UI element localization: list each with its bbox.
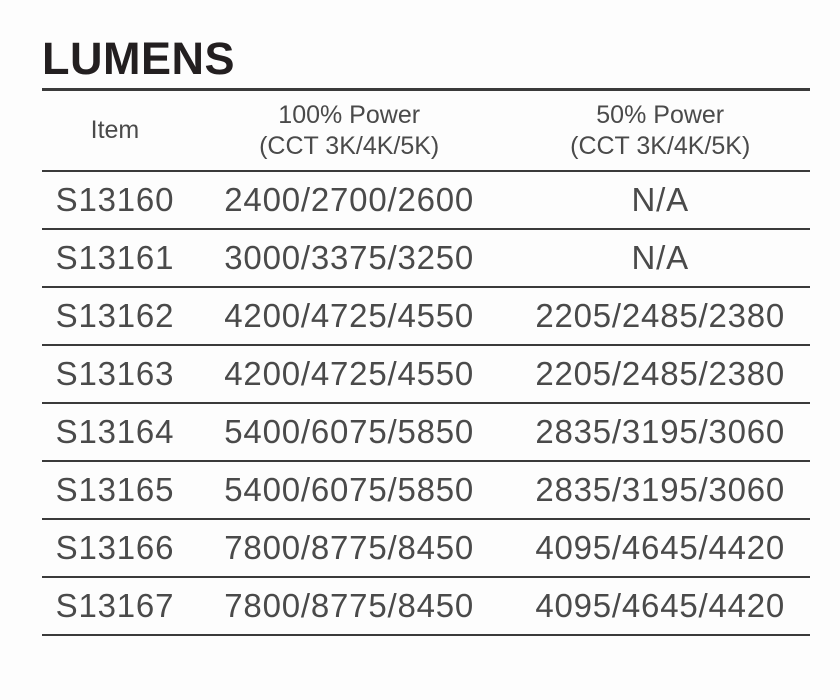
table-row: [42, 578, 810, 636]
column-header-item: [42, 115, 188, 146]
item-cell: S13166: [55, 529, 175, 566]
power-100-cell: 5400/6075/5850: [224, 413, 475, 450]
table-row: [42, 172, 810, 230]
column-header-100-power-line2: (CCT 3K/4K/5K): [259, 131, 440, 160]
item-cell: S13162: [55, 297, 175, 334]
power-100-cell: 2400/2700/2600: [224, 181, 475, 218]
table-row: [42, 404, 810, 462]
power-100-cell: 3000/3375/3250: [224, 239, 475, 276]
table-row: [42, 520, 810, 578]
column-header-item-label: Item: [90, 116, 140, 144]
table-header-row: [42, 91, 810, 172]
power-50-cell: 4095/4645/4420: [535, 529, 786, 566]
column-header-50-power-line2: (CCT 3K/4K/5K): [570, 131, 751, 160]
table-row: [42, 462, 810, 520]
item-cell: S13160: [55, 181, 175, 218]
column-header-50-power: [510, 100, 810, 162]
power-100-cell: 5400/6075/5850: [224, 471, 475, 508]
power-100-cell: 7800/8775/8450: [224, 587, 475, 624]
power-100-cell: 4200/4725/4550: [224, 355, 475, 392]
column-header-50-power-line1: 50% Power: [596, 100, 725, 129]
lumens-table: [42, 88, 810, 636]
table-row: [42, 230, 810, 288]
power-50-cell: 2205/2485/2380: [535, 297, 786, 334]
table-row: [42, 346, 810, 404]
item-cell: S13165: [55, 471, 175, 508]
power-50-cell: N/A: [631, 239, 689, 276]
power-50-cell: 2205/2485/2380: [535, 355, 786, 392]
power-50-cell: 2835/3195/3060: [535, 413, 786, 450]
item-cell: S13163: [55, 355, 175, 392]
power-100-cell: 7800/8775/8450: [224, 529, 475, 566]
item-cell: S13161: [55, 239, 175, 276]
power-50-cell: N/A: [631, 181, 689, 218]
column-header-100-power: [188, 100, 511, 162]
table-row: [42, 288, 810, 346]
power-50-cell: 2835/3195/3060: [535, 471, 786, 508]
item-cell: S13164: [55, 413, 175, 450]
column-header-100-power-line1: 100% Power: [278, 100, 421, 129]
page-title: LUMENS: [42, 33, 235, 84]
power-100-cell: 4200/4725/4550: [224, 297, 475, 334]
item-cell: S13167: [55, 587, 175, 624]
power-50-cell: 4095/4645/4420: [535, 587, 786, 624]
